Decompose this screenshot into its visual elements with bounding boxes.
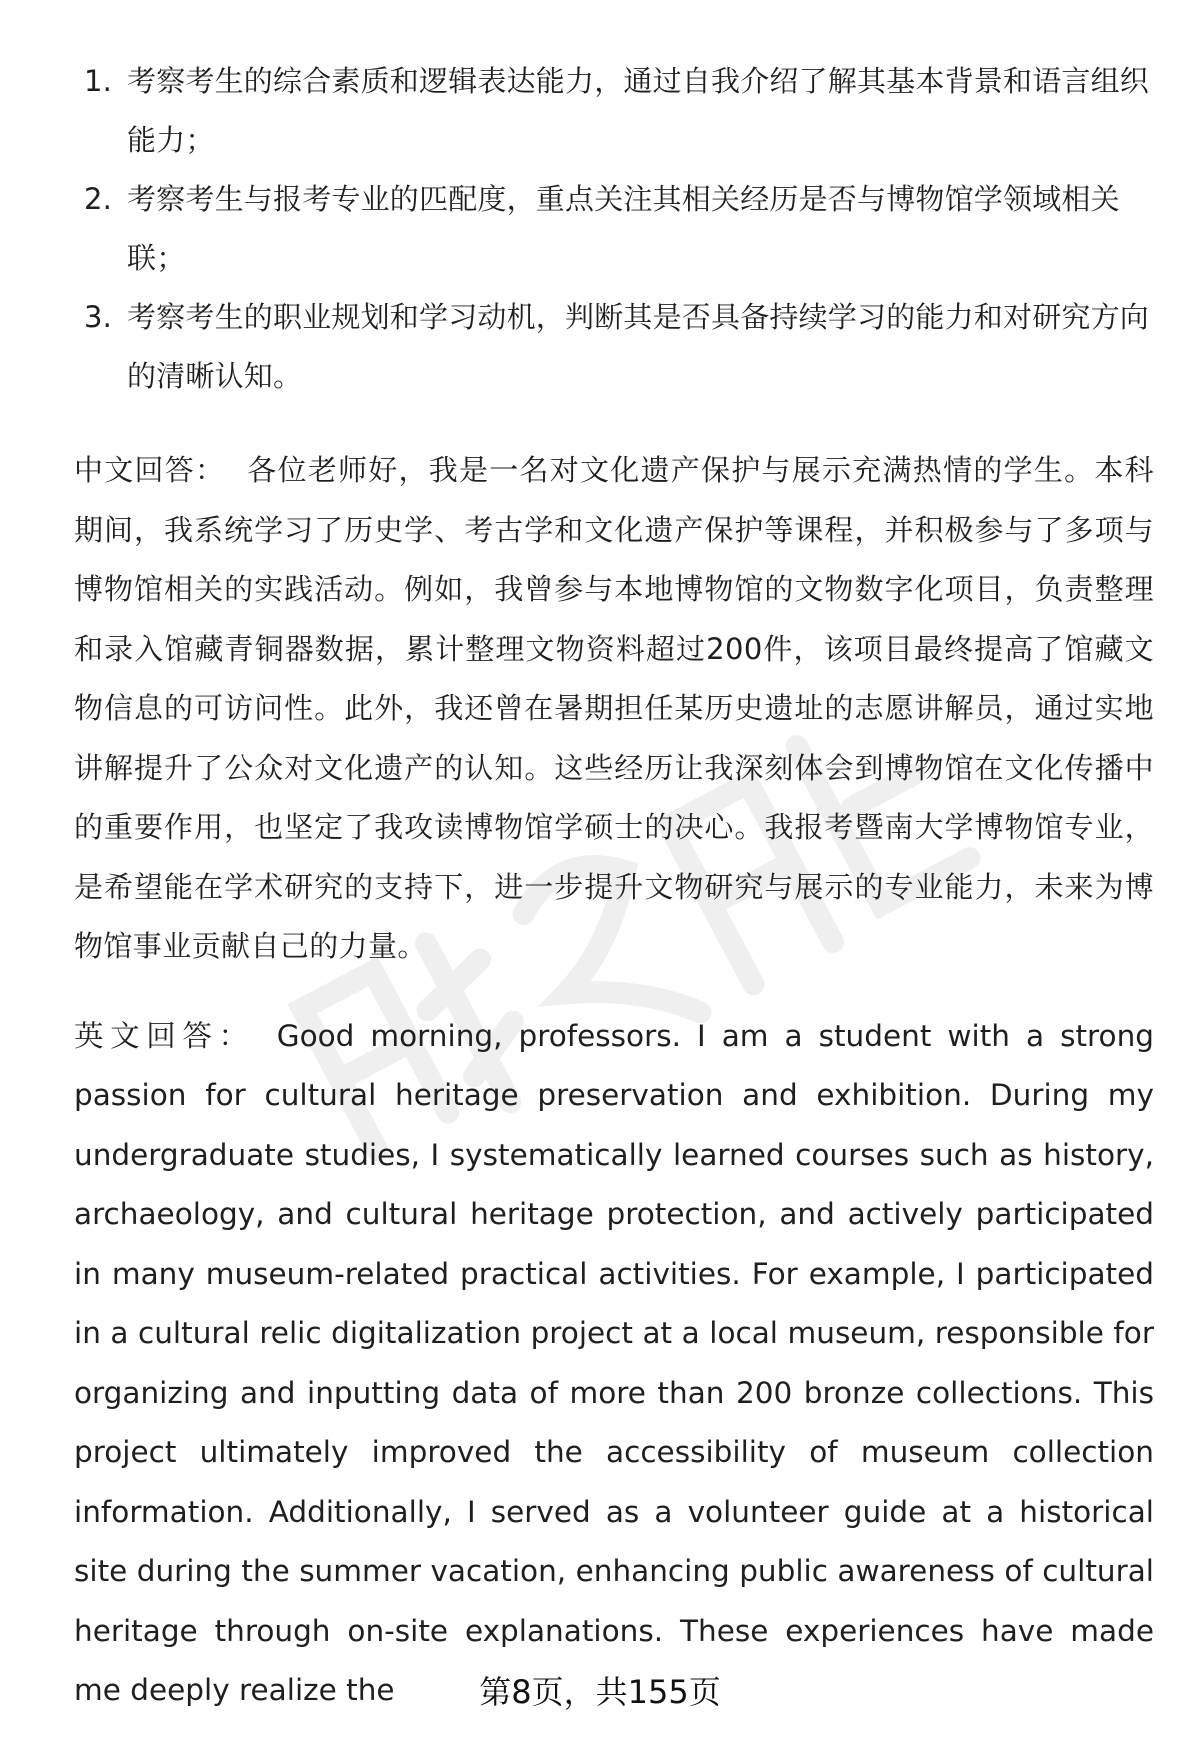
page-footer xyxy=(0,1672,1200,1712)
list-item-text: 考察考生的职业规划和学习动机，判断其是否具备持续学习的能力和对研究方向的清晰认知。 xyxy=(127,300,1150,393)
list-item-text: 考察考生的综合素质和逻辑表达能力，通过自我介绍了解其基本背景和语言组织能力； xyxy=(127,64,1150,157)
english-answer-text: Good morning, professors. I am a student with a strong passion for cultural heritage preservation and exhibition. During my undergraduate studies, I systematically learned courses such as history, archaeology, and cultural heritage protection, and actively participated in many museum-related practical activities. For example, I participated in a cultural relic digitalization project at a local museum, responsible for organizing and inputting data of more than 200 bronze collections. This project ultimately improved the accessibility of museum collection information. Additionally, I served as a volunteer guide at a historical site during the summer vacation, enhancing public awareness of cultural heritage through on-site explanations. These experiences have made me deeply realize the xyxy=(74,1018,1154,1707)
english-answer-paragraph xyxy=(74,1007,1154,1721)
main-content xyxy=(74,52,1154,1721)
list-item xyxy=(74,52,1154,170)
chinese-answer-text: 各位老师好，我是一名对文化遗产保护与展示充满热情的学生。本科期间，我系统学习了历史学、考古学和文化遗产保护等课程，并积极参与了多项与博物馆相关的实践活动。例如，我曾参与本地博物馆的文物数字化项目，负责整理和录入馆藏青铜器数据，累计整理文物资料超过200件，该项目最终提高了馆藏文物信息的可访问性。此外，我还曾在暑期担任某历史遗址的志愿讲解员，通过实地讲解提升了公众对文化遗产的认知。这些经历让我深刻体会到博物馆在文化传播中的重要作用，也坚定了我攻读博物馆学硕士的决心。我报考暨南大学博物馆专业，是希望能在学术研究的支持下，进一步提升文物研究与展示的专业能力，未来为博物馆事业贡献自己的力量。 xyxy=(74,453,1154,963)
list-item xyxy=(74,170,1154,288)
english-answer-label: 英文回答： xyxy=(74,1018,255,1053)
list-number: 1. xyxy=(84,64,113,98)
list-item-text: 考察考生与报考专业的匹配度，重点关注其相关经历是否与博物馆学领域相关联； xyxy=(127,182,1120,275)
criteria-list xyxy=(74,52,1154,406)
list-number: 2. xyxy=(84,182,113,216)
page-number: 第8页，共155页 xyxy=(479,1673,721,1711)
chinese-answer-paragraph xyxy=(74,441,1154,977)
list-item xyxy=(74,288,1154,406)
list-number: 3. xyxy=(84,300,113,334)
chinese-answer-label: 中文回答： xyxy=(74,453,226,487)
